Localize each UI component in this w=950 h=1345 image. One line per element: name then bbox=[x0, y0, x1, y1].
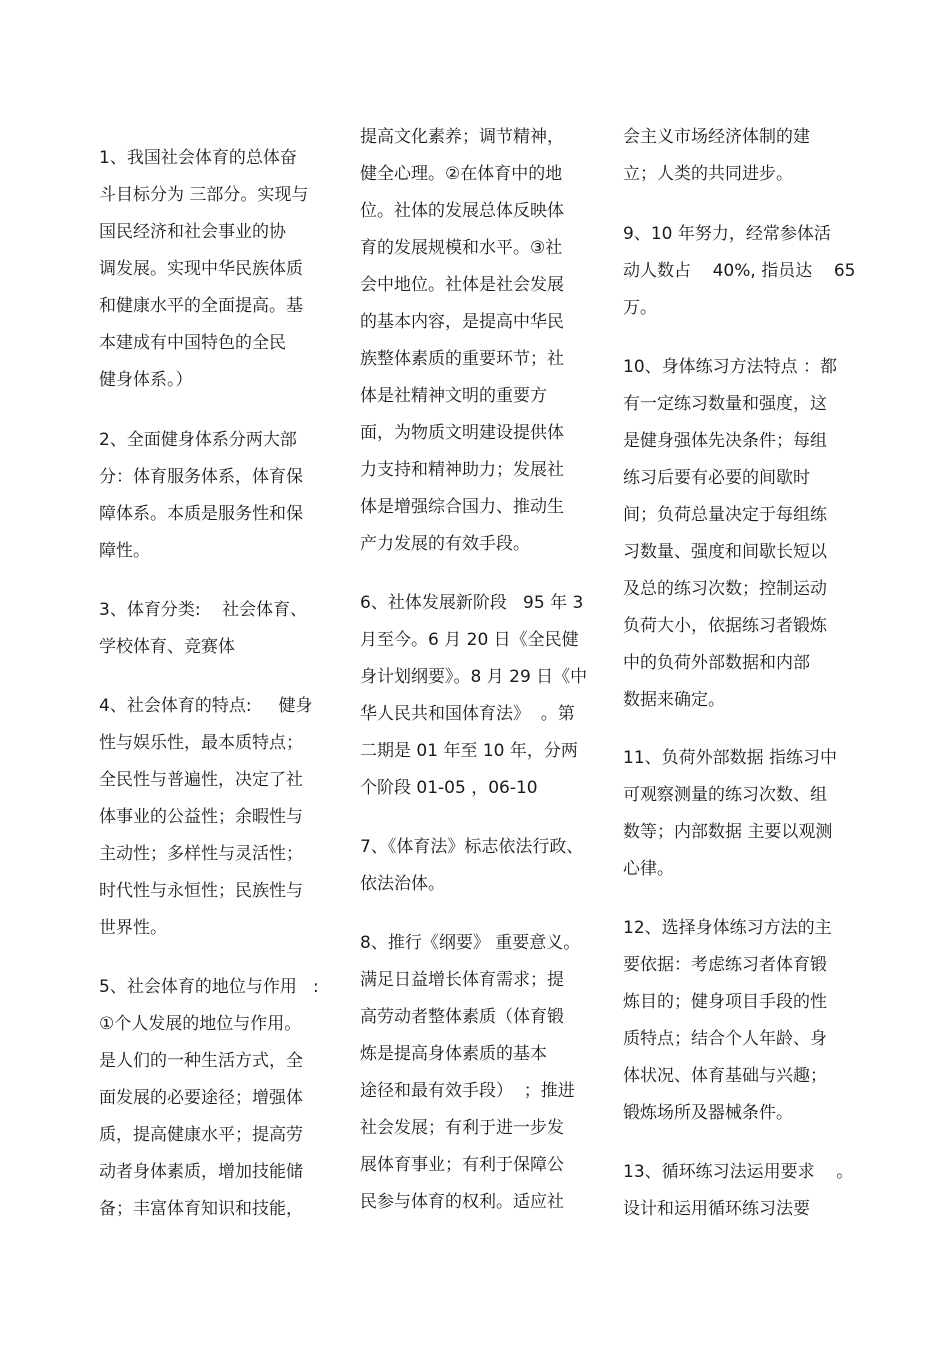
text-line: 调发展。实现中华民族体质 bbox=[99, 259, 303, 279]
text-line: 7、《体育法》标志依法行政、 bbox=[360, 837, 584, 857]
text-line: 力支持和精神助力；发展社 bbox=[360, 460, 564, 480]
text-line: 产力发展的有效手段。 bbox=[360, 534, 530, 554]
text-line: 有一定练习数量和强度，这 bbox=[623, 394, 827, 414]
text-line: 华人民共和国体育法》 。第 bbox=[360, 704, 575, 724]
text-line: 要依据：考虑练习者体育锻 bbox=[623, 955, 827, 975]
text-line: 设计和运用循环练习法要 bbox=[623, 1199, 810, 1219]
text-line: 满足日益增长体育需求；提 bbox=[360, 970, 564, 990]
text-line: 数据来确定。 bbox=[623, 690, 725, 710]
text-line: 习数量、强度和间歇长短以 bbox=[623, 542, 827, 562]
text-line: 质，提高健康水平；提高劳 bbox=[99, 1125, 303, 1145]
text-line: 斗目标分为 三部分。实现与 bbox=[99, 185, 309, 205]
text-line: 是人们的一种生活方式，全 bbox=[99, 1051, 303, 1071]
text-line: 面，为物质文明建设提供体 bbox=[360, 423, 564, 443]
text-line: 高劳动者整体素质（体育锻 bbox=[360, 1007, 564, 1027]
text-line: 8、推行《纲要》 重要意义。 bbox=[360, 933, 581, 953]
text-line: 可观察测量的练习次数、组 bbox=[623, 785, 827, 805]
text-line: 13、循环练习法运用要求 。 bbox=[623, 1162, 854, 1182]
text-line: 分：体育服务体系，体育保 bbox=[99, 467, 303, 487]
text-line: 负荷大小，依据练习者锻炼 bbox=[623, 616, 827, 636]
text-line: 时代性与永恒性；民族性与 bbox=[99, 881, 303, 901]
text-line: 4、社会体育的特点: 健身 bbox=[99, 696, 313, 716]
text-line: 月至今。6 月 20 日《全民健 bbox=[360, 630, 579, 650]
text-line: 动者身体素质，增加技能储 bbox=[99, 1162, 303, 1182]
text-line: 备；丰富体育知识和技能， bbox=[99, 1199, 303, 1219]
text-line: 练习后要有必要的间歇时 bbox=[623, 468, 810, 488]
text-line: 育的发展规模和水平。③社 bbox=[360, 238, 563, 258]
text-line: 是健身强体先决条件；每组 bbox=[623, 431, 827, 451]
text-line: 全民性与普遍性，决定了社 bbox=[99, 770, 303, 790]
text-line: 性与娱乐性，最本质特点； bbox=[99, 733, 303, 753]
text-line: 11、负荷外部数据 指练习中 bbox=[623, 748, 838, 768]
text-line: 万。 bbox=[623, 298, 657, 318]
text-line: 心律。 bbox=[623, 859, 674, 879]
text-line: 体事业的公益性；余暇性与 bbox=[99, 807, 303, 827]
text-line: 动人数占 40%, 指员达 65 bbox=[623, 261, 856, 281]
text-line: 10、身体练习方法特点 ：都 bbox=[623, 357, 838, 377]
text-line: 族整体素质的重要环节；社 bbox=[360, 349, 564, 369]
text-line: 社会发展；有利于进一步发 bbox=[360, 1118, 564, 1138]
text-line: 身计划纲要》。8 月 29 日《中 bbox=[360, 667, 588, 687]
text-line: 质特点；结合个人年龄、身 bbox=[623, 1029, 827, 1049]
text-line: 国民经济和社会事业的协 bbox=[99, 222, 286, 242]
text-line: 健全心理。②在体育中的地 bbox=[360, 164, 563, 184]
text-line: 炼是提高身体素质的基本 bbox=[360, 1044, 547, 1064]
text-line: 依法治体。 bbox=[360, 874, 445, 894]
text-line: 炼目的；健身项目手段的性 bbox=[623, 992, 827, 1012]
text-line: 体是社精神文明的重要方 bbox=[360, 386, 547, 406]
text-line: 本建成有中国特色的全民 bbox=[99, 333, 286, 353]
text-line: 民参与体育的权利。适应社 bbox=[360, 1192, 564, 1212]
text-line: 中的负荷外部数据和内部 bbox=[623, 653, 810, 673]
text-line: 途径和最有效手段） ；推进 bbox=[360, 1081, 575, 1101]
text-line: 的基本内容，是提高中华民 bbox=[360, 312, 564, 332]
text-line: 2、全面健身体系分两大部 bbox=[99, 430, 297, 450]
text-line: 间；负荷总量决定于每组练 bbox=[623, 505, 827, 525]
text-line: 5、社会体育的地位与作用 : bbox=[99, 977, 319, 997]
text-line: 展体育事业；有利于保障公 bbox=[360, 1155, 564, 1175]
text-line: 障性。 bbox=[99, 541, 150, 561]
text-line: 1、我国社会体育的总体奋 bbox=[99, 148, 297, 168]
text-line: 体是增强综合国力、推动生 bbox=[360, 497, 564, 517]
text-line: 学校体育、竞赛体 bbox=[99, 637, 235, 657]
text-line: 个阶段 01-05 ，06-10 bbox=[360, 778, 538, 798]
text-line: 9、10 年努力，经常参体活 bbox=[623, 224, 831, 244]
text-line: 二期是 01 年至 10 年，分两 bbox=[360, 741, 578, 761]
text-line: 健身体系。） bbox=[99, 370, 193, 390]
text-line: 会中地位。社体是社会发展 bbox=[360, 275, 564, 295]
text-line: 锻炼场所及器械条件。 bbox=[623, 1103, 793, 1123]
text-line: 世界性。 bbox=[99, 918, 167, 938]
text-line: 体状况、体育基础与兴趣； bbox=[623, 1066, 827, 1086]
text-line: 12、选择身体练习方法的主 bbox=[623, 918, 832, 938]
text-line: 数等；内部数据 主要以观测 bbox=[623, 822, 833, 842]
text-line: ①个人发展的地位与作用。 bbox=[99, 1014, 302, 1034]
text-line: 6、社体发展新阶段 95 年 3 bbox=[360, 593, 584, 613]
text-line: 和健康水平的全面提高。基 bbox=[99, 296, 303, 316]
text-line: 主动性；多样性与灵活性； bbox=[99, 844, 303, 864]
text-line: 提高文化素养；调节精神， bbox=[360, 127, 564, 147]
text-line: 位。社体的发展总体反映体 bbox=[360, 201, 564, 221]
text-line: 会主义市场经济体制的建 bbox=[623, 127, 810, 147]
text-line: 3、体育分类: 社会体育、 bbox=[99, 600, 308, 620]
text-line: 立；人类的共同进步。 bbox=[623, 164, 793, 184]
text-line: 及总的练习次数；控制运动 bbox=[623, 579, 827, 599]
text-line: 面发展的必要途径；增强体 bbox=[99, 1088, 303, 1108]
text-line: 障体系。本质是服务性和保 bbox=[99, 504, 303, 524]
